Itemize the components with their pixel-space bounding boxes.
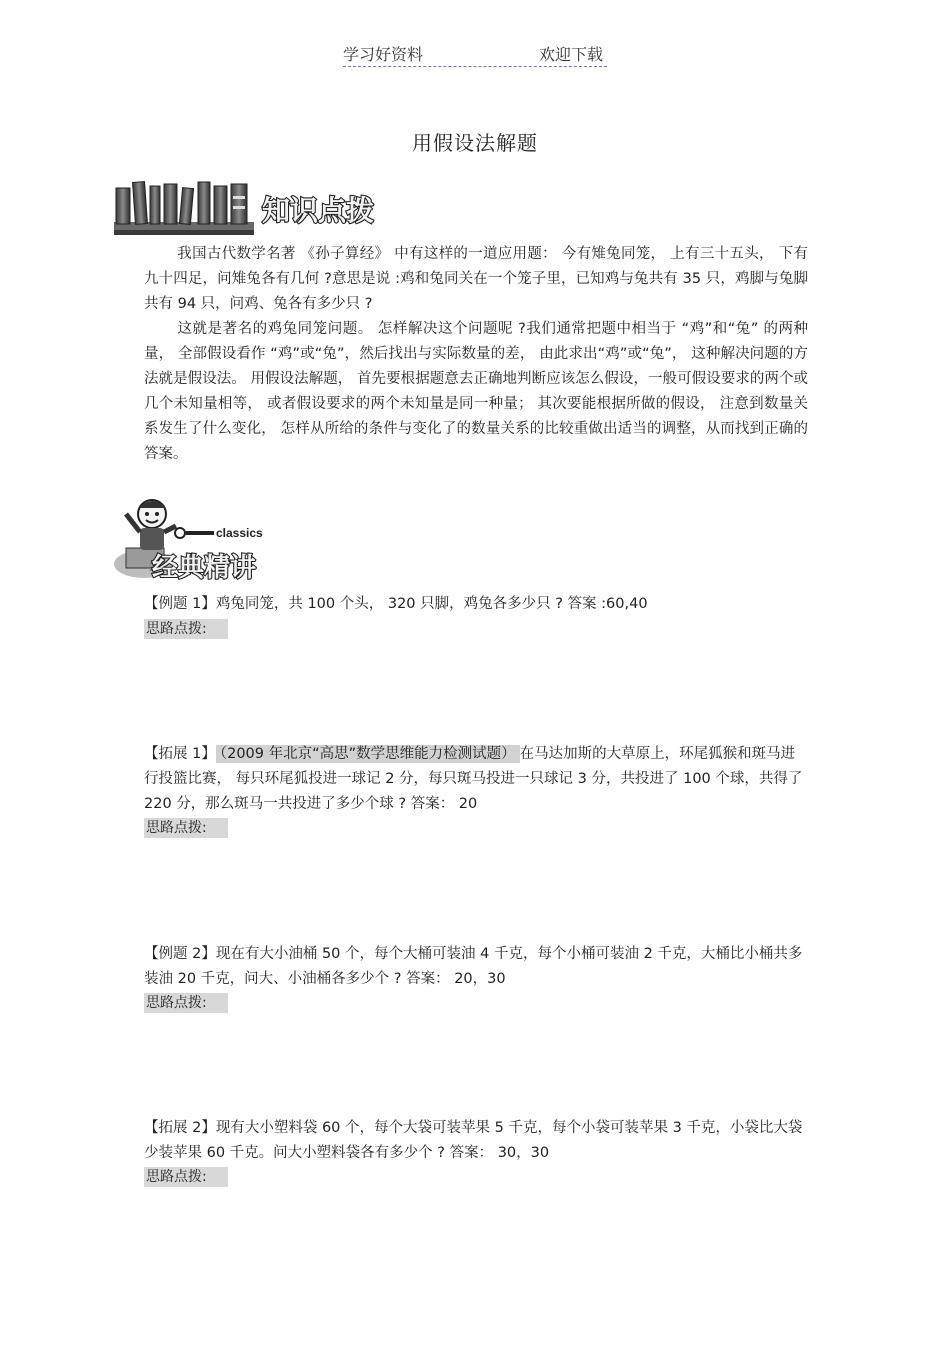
page-header (343, 40, 607, 67)
extension-1-text: 在马达加斯的大草原上，环尾狐猴和斑马进行投篮比赛， 每只环尾狐投进一球记 2 分，每只斑马投进一只球记 3 分，共投进了 100 个球，共得了 220 分，那么斑马一共投进了多少个球 ? 答案： 20 (144, 746, 803, 812)
extension-1-tag: 【拓展 1】 (144, 746, 216, 762)
extension-1-source: （2009 年北京“高思”数学思维能力检测试题） (216, 745, 520, 763)
example-2-text: 现在有大小油桶 50 个，每个大桶可装油 4 千克，每个小桶可装油 2 千克，大桶比小桶共多装油 20 千克，问大、小油桶各多少个 ? 答案： 20，30 (144, 946, 803, 987)
extension-2-tag: 【拓展 2】 (144, 1120, 216, 1136)
extension-1 (144, 742, 808, 817)
books-illustration-icon (114, 182, 254, 235)
extension-2 (144, 1116, 808, 1166)
intro-text-1: 我国古代数学名著 《孙子算经》 中有这样的一道应用题： 今有雉兔同笼， 上有三十五头， 下有九十四足，问雉兔各有几何 ?意思是说 :鸡和兔同关在一个笼子里，已知鸡与兔共有 35 只，鸡脚与兔脚共有 94 只，问鸡、兔各有多少只 ? (144, 246, 808, 312)
hint-label-4: 思路点拨: (144, 1167, 228, 1187)
hint-label-2: 思路点拨: (144, 818, 228, 838)
example-2-tag: 【例题 2】 (144, 946, 216, 962)
header-left-text: 学习好资料 (343, 45, 424, 64)
intro-text-2: 这就是著名的鸡兔同笼问题。 怎样解决这个问题呢 ?我们通常把题中相当于 “鸡”和“兔” 的两种量， 全部假设看作 “鸡”或“兔”，然后找出与实际数量的差， 由此求出“鸡”或“兔”， 这种解决问题的方法就是假设法。 用假设法解题， 首先要根据题意去正确地判断应该怎么假设，一般可假设要求的两个或几个未知量相等， 或者假设要求的两个未知量是同一种量； 其次要能根据所做的假设， 注意到数量关系发生了什么变化， 怎样从所给的条件与变化了的数量关系的比较重做出适当的调整，从而找到正确的答案。 (144, 321, 808, 462)
hint-label-3: 思路点拨: (144, 993, 228, 1013)
header-right-text: 欢迎下载 (538, 45, 603, 64)
example-2 (144, 942, 808, 992)
knowledge-banner-label: 知识点拨 (262, 194, 375, 227)
intro-paragraph-1 (144, 242, 808, 317)
example-1-tag: 【例题 1】 (144, 596, 216, 612)
classics-subtitle-text: classics (216, 526, 263, 540)
knowledge-banner (112, 178, 392, 238)
extension-2-text: 现有大小塑料袋 60 个，每个大袋可装苹果 5 千克，每个小袋可装苹果 3 千克，小袋比大袋少装苹果 60 千克。问大小塑料袋各有多少个 ? 答案： 30，30 (144, 1120, 803, 1161)
page-title: 用假设法解题 (412, 131, 538, 155)
intro-paragraph-2 (144, 317, 808, 467)
classics-banner (112, 492, 282, 582)
classics-banner-label: 经典精讲 (152, 553, 257, 582)
classics-subtitle (175, 526, 263, 540)
example-1-text: 鸡兔同笼，共 100 个头， 320 只脚，鸡兔各多少只 ? 答案 :60,40 (215, 596, 648, 612)
hint-label-1: 思路点拨: (144, 619, 228, 639)
example-1 (144, 592, 808, 617)
